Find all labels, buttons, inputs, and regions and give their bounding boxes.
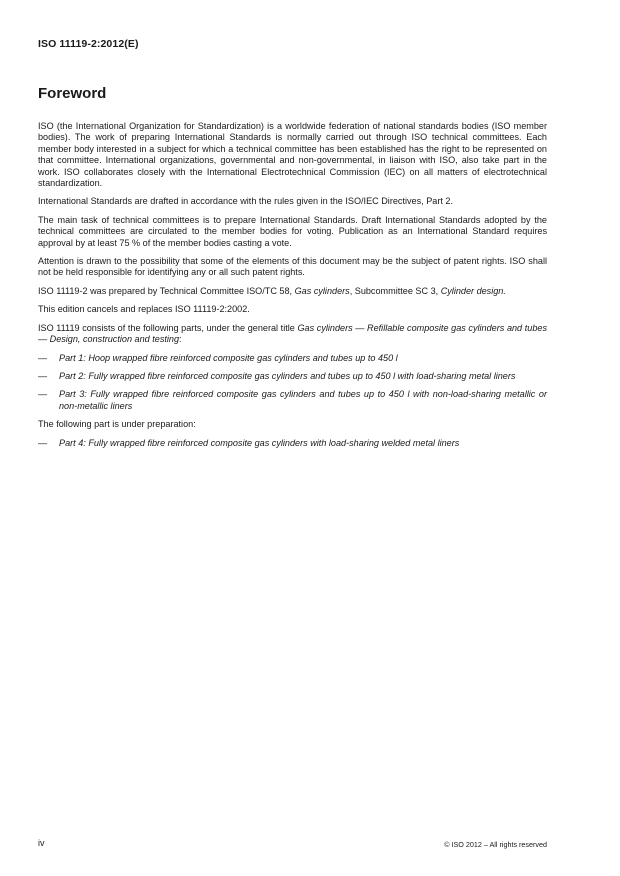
part-title: Part 1: Hoop wrapped fibre reinforced composite gas cylinders and tubes up to 450 l: [59, 352, 398, 363]
paragraph-prepared-by: [38, 286, 547, 297]
list-dash: —: [38, 437, 48, 448]
copyright-notice: © ISO 2012 – All rights reserved: [444, 840, 547, 849]
paragraph-under-preparation: The following part is under preparation:: [38, 419, 196, 430]
paragraph-technical-committees: The main task of technical committees is to prepare International Standards. Draft International Standards adopted by the technical committees are circulated to the member bodies for voting. Publication as an International Standard requires approval by at least 75 % of the member bodies casting a vote.: [38, 214, 547, 248]
list-item: [38, 371, 547, 382]
committee-title: Gas cylinders: [294, 285, 350, 296]
parts-preparation-list: [38, 438, 547, 449]
prepared-by-middle: , Subcommittee SC 3,: [349, 285, 441, 296]
paragraph-parts-intro: [38, 323, 547, 346]
parts-intro-text: ISO 11119 consists of the following parts, under the general title: [38, 322, 298, 333]
part-title: Part 3: Fully wrapped fibre reinforced composite gas cylinders and tubes up to 450 l with non-load-sharing metallic or non-metallic liners: [59, 389, 547, 411]
page-title: Foreword: [38, 85, 107, 102]
foreword-body: [38, 121, 547, 456]
paragraph-directives: International Standards are drafted in accordance with the rules given in the ISO/IEC Directives, Part 2.: [38, 196, 453, 207]
part-title: Part 4: Fully wrapped fibre reinforced composite gas cylinders with load-sharing welded metal liners: [59, 437, 460, 448]
parts-list: [38, 353, 547, 413]
paragraph-patent-rights: Attention is drawn to the possibility that some of the elements of this document may be the subject of patent rights. ISO shall not be held responsible for identifying any or all such patent rights.: [38, 256, 547, 278]
parts-intro-end: :: [179, 334, 182, 345]
list-item: [38, 353, 547, 364]
paragraph-edition: This edition cancels and replaces ISO 11119-2:2002.: [38, 304, 250, 315]
part-title: Part 2: Fully wrapped fibre reinforced composite gas cylinders and tubes up to 450 l with load-sharing metal liners: [59, 370, 516, 381]
subcommittee-title: Cylinder design.: [440, 285, 506, 296]
list-item: [38, 438, 547, 449]
general-title: Gas cylinders — Refillable composite gas cylinders and tubes — Design, construction and testing: [38, 322, 547, 345]
page-number: iv: [38, 838, 45, 848]
paragraph-iso-federation: ISO (the International Organization for Standardization) is a worldwide federation of national standards bodies (ISO member bodies). The work of preparing International Standards is normally carried out through ISO technical committees. Each member body interested in a subject for which a technical committee has been established has the right to be represented on that committee. International organizations, governmental and non-governmental, in liaison with ISO, also take part in the work. ISO collaborates closely with the International Electrotechnical Commission (IEC) on all matters of electrotechnical standardization.: [38, 121, 547, 189]
document-identifier: ISO 11119-2:2012(E): [38, 38, 139, 50]
list-dash: —: [38, 389, 48, 400]
list-item: [38, 389, 547, 412]
list-dash: —: [38, 352, 48, 363]
prepared-by-text: ISO 11119-2 was prepared by Technical Committee ISO/TC 58,: [38, 285, 295, 296]
list-dash: —: [38, 370, 48, 381]
